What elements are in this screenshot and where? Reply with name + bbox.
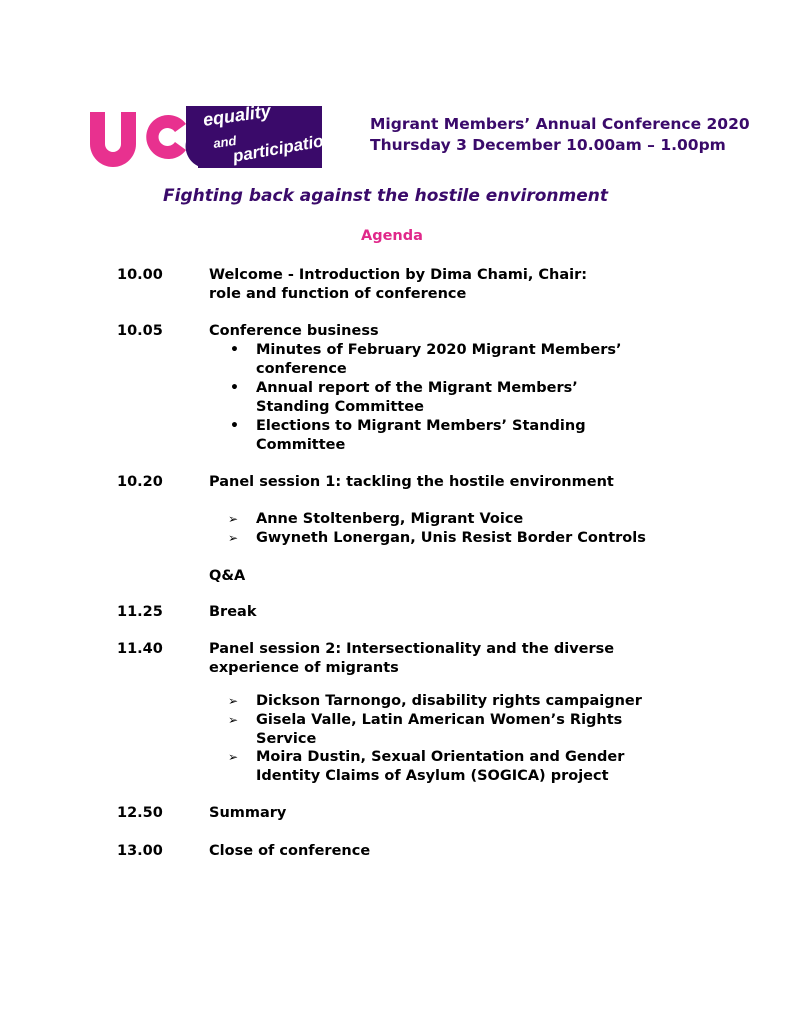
list-item xyxy=(256,379,726,417)
conference-date: Thursday 3 December 10.00am – 1.00pm xyxy=(370,136,726,154)
agenda-time: 11.25 xyxy=(117,604,163,620)
agenda-item-welcome xyxy=(209,266,729,304)
agenda-item-panel-2 xyxy=(209,640,729,678)
list-item-line: Identity Claims of Asylum (SOGICA) project xyxy=(256,768,609,784)
list-item-line: Service xyxy=(256,731,317,747)
arrow-marker: ➢ xyxy=(228,694,239,708)
bullet-marker: • xyxy=(230,380,239,396)
tagline: Fighting back against the hostile environment xyxy=(163,186,608,206)
list-item-line: Standing Committee xyxy=(256,399,424,415)
agenda-heading: Agenda xyxy=(361,228,423,244)
conference-title: Migrant Members’ Annual Conference 2020 xyxy=(370,115,750,133)
list-item xyxy=(256,341,726,379)
arrow-marker: ➢ xyxy=(228,512,239,526)
logo-word-and: and xyxy=(212,132,238,151)
ucu-equality-logo xyxy=(88,100,336,170)
list-item: Dickson Tarnongo, disability rights campaigner xyxy=(256,693,642,709)
agenda-item-line: Panel session 2: Intersectionality and the diverse xyxy=(209,641,615,657)
agenda-item-panel-1: Panel session 1: tackling the hostile environment xyxy=(209,474,614,490)
arrow-marker: ➢ xyxy=(228,750,239,764)
list-item xyxy=(256,417,726,455)
agenda-time: 10.20 xyxy=(117,474,163,490)
list-item-line: conference xyxy=(256,361,347,377)
bullet-marker: • xyxy=(230,342,239,358)
agenda-time: 13.00 xyxy=(117,843,163,859)
agenda-item-line: Welcome - Introduction by Dima Chami, Chair: xyxy=(209,267,588,283)
list-item-line: Annual report of the Migrant Members’ xyxy=(256,380,578,396)
list-item xyxy=(256,711,726,749)
logo-word-equality: equality xyxy=(201,100,272,130)
conference-header xyxy=(370,114,750,156)
list-item-line: Minutes of February 2020 Migrant Members’ xyxy=(256,342,622,358)
arrow-marker: ➢ xyxy=(228,713,239,727)
agenda-time: 12.50 xyxy=(117,805,163,821)
list-item xyxy=(256,748,726,786)
list-item: Anne Stoltenberg, Migrant Voice xyxy=(256,511,524,527)
list-item-line: Gisela Valle, Latin American Women’s Rights xyxy=(256,712,623,728)
agenda-item-line: experience of migrants xyxy=(209,660,399,676)
agenda-item-qa: Q&A xyxy=(209,568,246,584)
agenda-item-conference-business: Conference business xyxy=(209,323,379,339)
bullet-marker: • xyxy=(230,418,239,434)
list-item-line: Elections to Migrant Members’ Standing xyxy=(256,418,586,434)
arrow-marker: ➢ xyxy=(228,531,239,545)
list-item-line: Committee xyxy=(256,437,346,453)
agenda-time: 10.05 xyxy=(117,323,163,339)
agenda-item-line: role and function of conference xyxy=(209,286,467,302)
logo-word-participation: participation xyxy=(231,129,336,166)
list-item-line: Moira Dustin, Sexual Orientation and Gender xyxy=(256,749,625,765)
list-item: Gwyneth Lonergan, Unis Resist Border Controls xyxy=(256,530,646,546)
agenda-time: 11.40 xyxy=(117,641,163,657)
agenda-time: 10.00 xyxy=(117,267,163,283)
agenda-item-break: Break xyxy=(209,604,257,620)
agenda-item-close: Close of conference xyxy=(209,843,371,859)
agenda-item-summary: Summary xyxy=(209,805,287,821)
